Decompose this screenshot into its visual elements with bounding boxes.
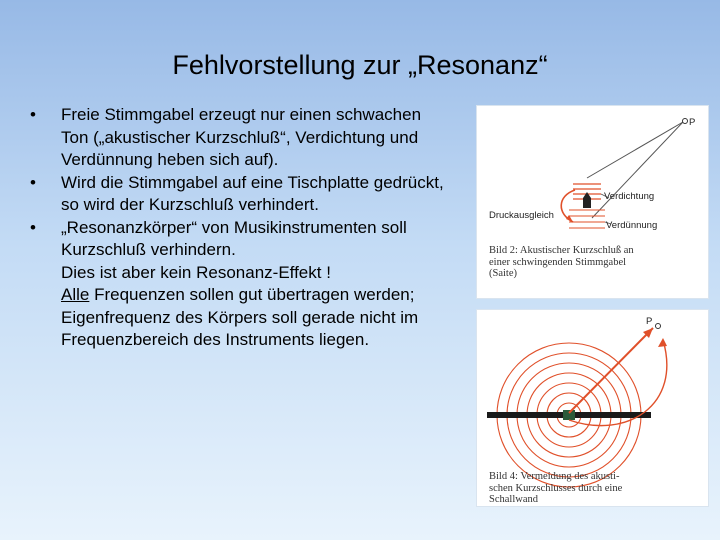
caption-line: Bild 2: Akustischer Kurzschluß an [489, 245, 634, 256]
slide-title: Fehlvorstellung zur „Resonanz“ [172, 50, 548, 80]
bullet-text-line3: Frequenzen sollen gut übertragen werden; Eigenfrequenz des Körpers soll gerade nicht im Frequenzbereich des Instruments liegen. [61, 285, 419, 349]
bullet-list [30, 104, 450, 352]
fork-arrow-icon [583, 192, 591, 198]
bullet-item [30, 104, 450, 172]
tuning-fork-icon [583, 198, 591, 208]
rarefaction-lines [569, 210, 605, 228]
bullet-text: „Resonanzkörper“ von Musikinstrumenten soll Kurzschluß verhindern. [61, 217, 407, 259]
sound-ray-line [587, 122, 683, 178]
caption-line: schen Kurzschlusses durch eine [489, 482, 623, 494]
underlined-word: Alle [61, 285, 90, 304]
caption-line: Schallwand [489, 494, 538, 505]
bullet-text: Wird die Stimmgabel auf eine Tischplatte gedrückt, so wird der Kurzschluß verhindert. [61, 172, 444, 214]
bullet-item [30, 217, 450, 352]
caption-line: Bild 4: Vermeidung des akusti- [489, 471, 620, 482]
bullet-item [30, 172, 450, 217]
figure2-caption [489, 471, 622, 506]
figure1-caption [489, 245, 634, 280]
caption-line: (Saite) [489, 268, 517, 279]
sound-ray-arrow [569, 328, 653, 413]
caption-line: einer schwingenden Stimmgabel [489, 256, 627, 268]
bullet-text-line2: Dies ist aber kein Resonanz-Effekt ! [61, 262, 331, 282]
sound-ray-line [592, 122, 683, 218]
bullet-text: Freie Stimmgabel erzeugt nur einen schwachen Ton („akustischer Kurzschluß“, Verdichtung und Verdünnung heben sich auf). [61, 105, 422, 169]
point-p-label: P [689, 117, 696, 128]
source-icon [563, 410, 575, 420]
verdichtung-label: Verdichtung [604, 191, 655, 202]
figure-acoustic-short-circuit [477, 106, 708, 298]
point-p-label: P [646, 316, 653, 327]
verduennung-label: Verdünnung [606, 220, 658, 231]
arrow-head-icon [658, 338, 667, 347]
point-p-marker [656, 324, 661, 329]
point-p-marker [683, 119, 688, 124]
figure-baffle [477, 310, 708, 506]
druckausgleich-label: Druckausgleich [489, 210, 554, 221]
